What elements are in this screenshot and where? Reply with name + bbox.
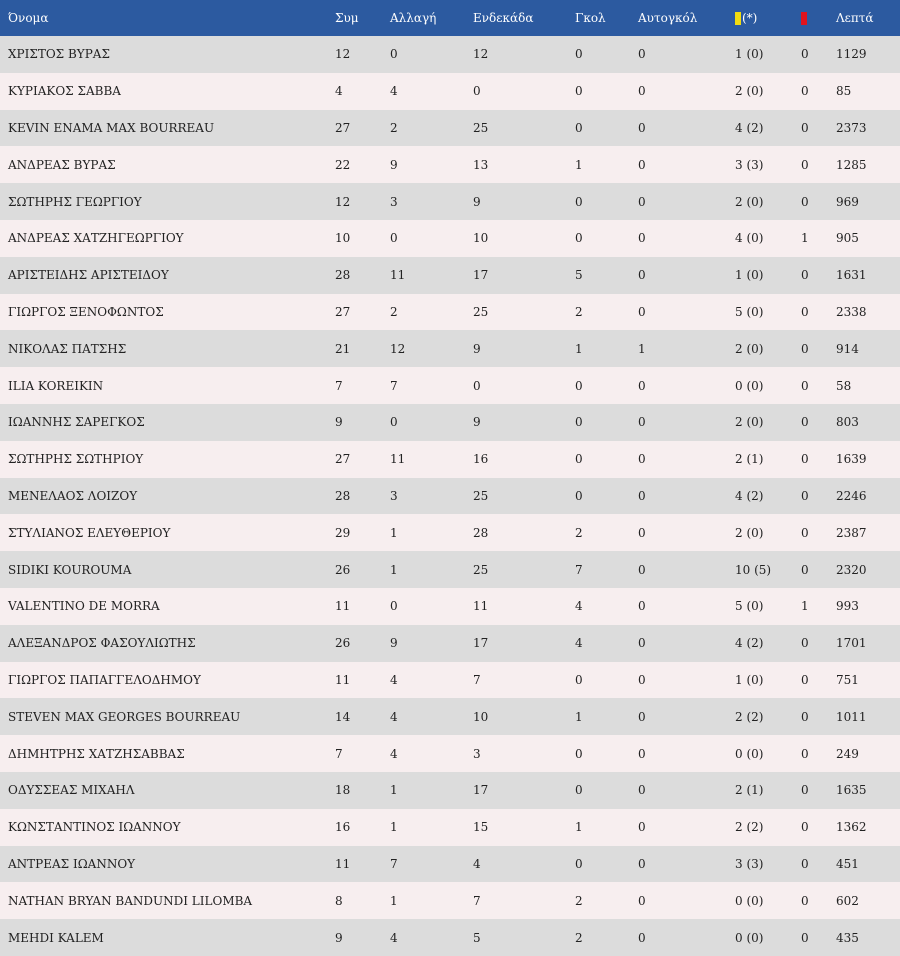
header-goals[interactable]: Γκολ (575, 11, 606, 25)
cell-yellow-cards: 4 (2) (735, 488, 764, 503)
cell-goals: 0 (575, 672, 583, 687)
cell-goals: 2 (575, 893, 583, 908)
cell-own-goals: 0 (638, 709, 646, 724)
table-row (0, 625, 900, 662)
cell-starting: 5 (473, 930, 481, 945)
cell-starting: 16 (473, 452, 489, 467)
cell-yellow-cards: 2 (1) (735, 783, 764, 798)
cell-own-goals: 0 (638, 562, 646, 577)
cell-red-cards: 0 (801, 304, 809, 319)
cell-starting: 10 (473, 231, 489, 246)
yellow-card-icon (735, 12, 741, 25)
cell-red-cards: 0 (801, 746, 809, 761)
header-red-cards[interactable] (793, 0, 828, 36)
cell-appearances: 28 (335, 488, 351, 503)
cell-yellow-cards: 1 (0) (735, 47, 764, 62)
table-row (0, 882, 900, 919)
cell-red-cards: 0 (801, 47, 809, 62)
cell-minutes: 451 (836, 856, 859, 871)
cell-substitute: 1 (390, 525, 398, 540)
cell-yellow-cards: 2 (0) (735, 415, 764, 430)
cell-substitute: 0 (390, 47, 398, 62)
table-row (0, 110, 900, 147)
cell-goals: 0 (575, 488, 583, 503)
table-row (0, 257, 900, 294)
cell-player-name[interactable]: ΑΝΤΡΕΑΣ ΙΩΑΝΝΟΥ (8, 856, 136, 871)
cell-red-cards: 0 (801, 856, 809, 871)
cell-own-goals: 0 (638, 452, 646, 467)
cell-own-goals: 0 (638, 856, 646, 871)
cell-goals: 1 (575, 341, 583, 356)
cell-goals: 0 (575, 84, 583, 99)
cell-player-name[interactable]: ΧΡΙΣΤΟΣ ΒΥΡΑΣ (8, 47, 110, 62)
cell-goals: 5 (575, 268, 583, 283)
cell-substitute: 3 (390, 488, 398, 503)
cell-appearances: 4 (335, 84, 343, 99)
cell-player-name[interactable]: NATHAN BRYAN BANDUNDI LILOMBA (8, 893, 253, 908)
cell-minutes: 803 (836, 415, 859, 430)
cell-player-name[interactable]: ΓΙΩΡΓΟΣ ΠΑΠΑΓΓΕΛΟΔΗΜΟΥ (8, 672, 201, 687)
cell-starting: 9 (473, 341, 481, 356)
cell-appearances: 22 (335, 157, 351, 172)
cell-player-name[interactable]: ΣΩΤΗΡΗΣ ΣΩΤΗΡΙΟΥ (8, 452, 144, 467)
cell-starting: 25 (473, 304, 489, 319)
cell-minutes: 249 (836, 746, 859, 761)
cell-minutes: 1011 (836, 709, 867, 724)
table-row (0, 36, 900, 73)
cell-yellow-cards: 2 (0) (735, 341, 764, 356)
yellow-card-header-label: (*) (742, 11, 758, 26)
table-row (0, 220, 900, 257)
cell-minutes: 435 (836, 930, 859, 945)
cell-red-cards: 1 (801, 599, 809, 614)
cell-starting: 17 (473, 636, 489, 651)
cell-appearances: 12 (335, 194, 351, 209)
cell-yellow-cards: 5 (0) (735, 304, 764, 319)
cell-yellow-cards: 4 (0) (735, 231, 764, 246)
cell-appearances: 29 (335, 525, 351, 540)
cell-appearances: 18 (335, 783, 351, 798)
cell-red-cards: 0 (801, 820, 809, 835)
cell-substitute: 1 (390, 562, 398, 577)
cell-goals: 4 (575, 636, 583, 651)
cell-minutes: 1362 (836, 820, 867, 835)
table-body (0, 36, 900, 956)
cell-starting: 0 (473, 84, 481, 99)
cell-own-goals: 0 (638, 84, 646, 99)
cell-goals: 0 (575, 415, 583, 430)
table-row (0, 404, 900, 441)
cell-own-goals: 0 (638, 893, 646, 908)
cell-goals: 0 (575, 47, 583, 62)
cell-player-name[interactable]: ΑΛΕΞΑΝΔΡΟΣ ΦΑΣΟΥΛΙΩΤΗΣ (8, 636, 196, 651)
header-name[interactable]: Όνομα (8, 11, 49, 25)
table-row (0, 588, 900, 625)
cell-red-cards: 0 (801, 157, 809, 172)
cell-starting: 10 (473, 709, 489, 724)
cell-minutes: 1285 (836, 157, 867, 172)
cell-red-cards: 0 (801, 893, 809, 908)
cell-own-goals: 0 (638, 415, 646, 430)
cell-substitute: 1 (390, 820, 398, 835)
header-starting[interactable]: Ενδεκάδα (473, 11, 534, 25)
cell-player-name[interactable]: ΜΕΝΕΛΑΟΣ ΛΟΙΖΟΥ (8, 488, 138, 503)
cell-minutes: 2387 (836, 525, 867, 540)
cell-red-cards: 0 (801, 120, 809, 135)
cell-own-goals: 0 (638, 820, 646, 835)
cell-goals: 0 (575, 231, 583, 246)
cell-goals: 1 (575, 709, 583, 724)
cell-goals: 0 (575, 378, 583, 393)
cell-goals: 7 (575, 562, 583, 577)
cell-starting: 15 (473, 820, 489, 835)
cell-red-cards: 1 (801, 231, 809, 246)
cell-appearances: 11 (335, 599, 351, 614)
cell-yellow-cards: 0 (0) (735, 746, 764, 761)
cell-starting: 25 (473, 562, 489, 577)
cell-goals: 2 (575, 930, 583, 945)
cell-appearances: 9 (335, 415, 343, 430)
cell-substitute: 11 (390, 268, 406, 283)
cell-minutes: 602 (836, 893, 859, 908)
cell-yellow-cards: 1 (0) (735, 672, 764, 687)
cell-player-name[interactable]: ΑΡΙΣΤΕΙΔΗΣ ΑΡΙΣΤΕΙΔΟΥ (8, 268, 169, 283)
cell-red-cards: 0 (801, 672, 809, 687)
cell-yellow-cards: 4 (2) (735, 120, 764, 135)
cell-substitute: 4 (390, 672, 398, 687)
cell-substitute: 0 (390, 599, 398, 614)
cell-appearances: 26 (335, 636, 351, 651)
cell-substitute: 4 (390, 84, 398, 99)
cell-player-name[interactable]: ILIA KOREIKIN (8, 378, 104, 393)
cell-player-name[interactable]: ΑΝΔΡΕΑΣ ΒΥΡΑΣ (8, 157, 116, 172)
cell-substitute: 4 (390, 709, 398, 724)
cell-starting: 4 (473, 856, 481, 871)
table-row (0, 330, 900, 367)
table-row (0, 441, 900, 478)
cell-yellow-cards: 2 (1) (735, 452, 764, 467)
cell-appearances: 8 (335, 893, 343, 908)
cell-substitute: 7 (390, 856, 398, 871)
cell-minutes: 1129 (836, 47, 867, 62)
cell-player-name[interactable]: ΚΩΝΣΤΑΝΤΙΝΟΣ ΙΩΑΝΝΟΥ (8, 820, 181, 835)
cell-goals: 2 (575, 304, 583, 319)
table-row (0, 367, 900, 404)
cell-player-name[interactable]: ΓΙΩΡΓΟΣ ΞΕΝΟΦΩΝΤΟΣ (8, 304, 164, 319)
cell-goals: 0 (575, 120, 583, 135)
header-substitute[interactable]: Αλλαγή (390, 11, 437, 25)
cell-minutes: 1639 (836, 452, 867, 467)
cell-substitute: 3 (390, 194, 398, 209)
cell-minutes: 1635 (836, 783, 867, 798)
cell-goals: 1 (575, 157, 583, 172)
cell-own-goals: 0 (638, 157, 646, 172)
cell-yellow-cards: 5 (0) (735, 599, 764, 614)
cell-red-cards: 0 (801, 194, 809, 209)
cell-substitute: 12 (390, 341, 406, 356)
cell-appearances: 27 (335, 120, 351, 135)
cell-own-goals: 0 (638, 783, 646, 798)
header-yellow-cards[interactable] (727, 0, 793, 36)
cell-minutes: 993 (836, 599, 859, 614)
table-row (0, 735, 900, 772)
cell-yellow-cards: 0 (0) (735, 893, 764, 908)
cell-starting: 0 (473, 378, 481, 393)
cell-red-cards: 0 (801, 930, 809, 945)
cell-appearances: 16 (335, 820, 351, 835)
cell-minutes: 2246 (836, 488, 867, 503)
cell-player-name[interactable]: ΣΤΥΛΙΑΝΟΣ ΕΛΕΥΘΕΡΙΟΥ (8, 525, 171, 540)
cell-goals: 4 (575, 599, 583, 614)
cell-player-name[interactable]: ΑΝΔΡΕΑΣ ΧΑΤΖΗΓΕΩΡΓΙΟΥ (8, 231, 184, 246)
cell-starting: 25 (473, 120, 489, 135)
cell-appearances: 27 (335, 452, 351, 467)
cell-own-goals: 0 (638, 378, 646, 393)
table-row (0, 514, 900, 551)
header-minutes[interactable]: Λεπτά (836, 11, 874, 25)
cell-substitute: 0 (390, 231, 398, 246)
cell-goals: 0 (575, 856, 583, 871)
cell-substitute: 4 (390, 746, 398, 761)
cell-red-cards: 0 (801, 268, 809, 283)
cell-own-goals: 0 (638, 672, 646, 687)
cell-red-cards: 0 (801, 709, 809, 724)
cell-starting: 3 (473, 746, 481, 761)
cell-substitute: 1 (390, 783, 398, 798)
cell-red-cards: 0 (801, 378, 809, 393)
cell-yellow-cards: 2 (2) (735, 820, 764, 835)
cell-substitute: 7 (390, 378, 398, 393)
table-row (0, 183, 900, 220)
cell-goals: 0 (575, 194, 583, 209)
cell-substitute: 4 (390, 930, 398, 945)
cell-minutes: 2373 (836, 120, 867, 135)
cell-own-goals: 0 (638, 636, 646, 651)
cell-player-name[interactable]: ΣΩΤΗΡΗΣ ΓΕΩΡΓΙΟΥ (8, 194, 142, 209)
cell-appearances: 7 (335, 378, 343, 393)
cell-own-goals: 0 (638, 746, 646, 761)
cell-starting: 7 (473, 672, 481, 687)
cell-player-name[interactable]: STEVEN MAX GEORGES BOURREAU (8, 709, 241, 724)
cell-red-cards: 0 (801, 636, 809, 651)
cell-appearances: 9 (335, 930, 343, 945)
cell-red-cards: 0 (801, 452, 809, 467)
cell-appearances: 26 (335, 562, 351, 577)
cell-starting: 7 (473, 893, 481, 908)
cell-substitute: 11 (390, 452, 406, 467)
cell-own-goals: 0 (638, 120, 646, 135)
cell-yellow-cards: 2 (2) (735, 709, 764, 724)
cell-minutes: 1701 (836, 636, 867, 651)
cell-own-goals: 0 (638, 525, 646, 540)
cell-substitute: 2 (390, 120, 398, 135)
cell-starting: 17 (473, 783, 489, 798)
table-row (0, 478, 900, 515)
cell-red-cards: 0 (801, 562, 809, 577)
cell-yellow-cards: 10 (5) (735, 562, 772, 577)
table-row (0, 662, 900, 699)
cell-player-name[interactable]: ΙΩΑΝΝΗΣ ΣΑΡΕΓΚΟΣ (8, 415, 145, 430)
cell-minutes: 751 (836, 672, 859, 687)
cell-yellow-cards: 3 (3) (735, 157, 764, 172)
cell-red-cards: 0 (801, 783, 809, 798)
table-row (0, 846, 900, 883)
cell-player-name[interactable]: ΝΙΚΟΛΑΣ ΠΑΤΣΗΣ (8, 341, 127, 356)
table-row (0, 809, 900, 846)
cell-red-cards: 0 (801, 488, 809, 503)
cell-yellow-cards: 4 (2) (735, 636, 764, 651)
cell-minutes: 2338 (836, 304, 867, 319)
cell-yellow-cards: 1 (0) (735, 268, 764, 283)
cell-red-cards: 0 (801, 341, 809, 356)
cell-substitute: 1 (390, 893, 398, 908)
cell-appearances: 12 (335, 47, 351, 62)
cell-yellow-cards: 0 (0) (735, 930, 764, 945)
red-card-icon (801, 12, 807, 25)
table-row (0, 294, 900, 331)
cell-starting: 11 (473, 599, 489, 614)
cell-own-goals: 1 (638, 341, 646, 356)
cell-player-name[interactable]: MEHDI KALEM (8, 930, 104, 945)
cell-minutes: 1631 (836, 268, 867, 283)
cell-goals: 1 (575, 820, 583, 835)
cell-starting: 28 (473, 525, 489, 540)
cell-yellow-cards: 2 (0) (735, 525, 764, 540)
table-row (0, 698, 900, 735)
cell-yellow-cards: 3 (3) (735, 856, 764, 871)
table-row (0, 146, 900, 183)
cell-red-cards: 0 (801, 415, 809, 430)
cell-yellow-cards: 2 (0) (735, 194, 764, 209)
cell-goals: 0 (575, 452, 583, 467)
cell-yellow-cards: 0 (0) (735, 378, 764, 393)
cell-starting: 13 (473, 157, 489, 172)
cell-appearances: 7 (335, 746, 343, 761)
cell-substitute: 9 (390, 157, 398, 172)
table-row (0, 73, 900, 110)
cell-starting: 17 (473, 268, 489, 283)
cell-player-name[interactable]: ΟΔΥΣΣΕΑΣ ΜΙΧΑΗΛ (8, 783, 135, 798)
cell-substitute: 9 (390, 636, 398, 651)
cell-starting: 9 (473, 415, 481, 430)
cell-substitute: 2 (390, 304, 398, 319)
cell-appearances: 14 (335, 709, 351, 724)
cell-own-goals: 0 (638, 194, 646, 209)
cell-minutes: 85 (836, 84, 852, 99)
table-row (0, 919, 900, 956)
header-own-goals[interactable]: Αυτογκόλ (638, 11, 698, 25)
cell-minutes: 905 (836, 231, 859, 246)
header-appearances[interactable]: Συμ (335, 11, 359, 25)
cell-red-cards: 0 (801, 84, 809, 99)
cell-player-name[interactable]: VALENTINO DE MORRA (8, 599, 160, 614)
cell-own-goals: 0 (638, 930, 646, 945)
cell-appearances: 11 (335, 856, 351, 871)
cell-own-goals: 0 (638, 268, 646, 283)
cell-own-goals: 0 (638, 304, 646, 319)
cell-own-goals: 0 (638, 47, 646, 62)
cell-substitute: 0 (390, 415, 398, 430)
table-row (0, 551, 900, 588)
cell-goals: 0 (575, 783, 583, 798)
cell-minutes: 969 (836, 194, 859, 209)
cell-appearances: 27 (335, 304, 351, 319)
cell-goals: 2 (575, 525, 583, 540)
cell-minutes: 58 (836, 378, 852, 393)
cell-appearances: 28 (335, 268, 351, 283)
cell-starting: 9 (473, 194, 481, 209)
cell-goals: 0 (575, 746, 583, 761)
cell-appearances: 11 (335, 672, 351, 687)
cell-player-name[interactable]: ΔΗΜΗΤΡΗΣ ΧΑΤΖΗΣΑΒΒΑΣ (8, 746, 185, 761)
cell-own-goals: 0 (638, 488, 646, 503)
cell-minutes: 2320 (836, 562, 867, 577)
cell-player-name[interactable]: SIDIKI KOUROUMA (8, 562, 132, 577)
table-row (0, 772, 900, 809)
cell-red-cards: 0 (801, 525, 809, 540)
cell-minutes: 914 (836, 341, 859, 356)
cell-appearances: 10 (335, 231, 351, 246)
cell-appearances: 21 (335, 341, 351, 356)
cell-player-name[interactable]: KEVIN ENAMA MAX BOURREAU (8, 120, 215, 135)
cell-own-goals: 0 (638, 599, 646, 614)
cell-own-goals: 0 (638, 231, 646, 246)
cell-starting: 12 (473, 47, 489, 62)
cell-yellow-cards: 2 (0) (735, 84, 764, 99)
table-header-row (0, 0, 900, 36)
cell-starting: 25 (473, 488, 489, 503)
cell-player-name[interactable]: ΚΥΡΙΑΚΟΣ ΣΑΒΒΑ (8, 84, 121, 99)
